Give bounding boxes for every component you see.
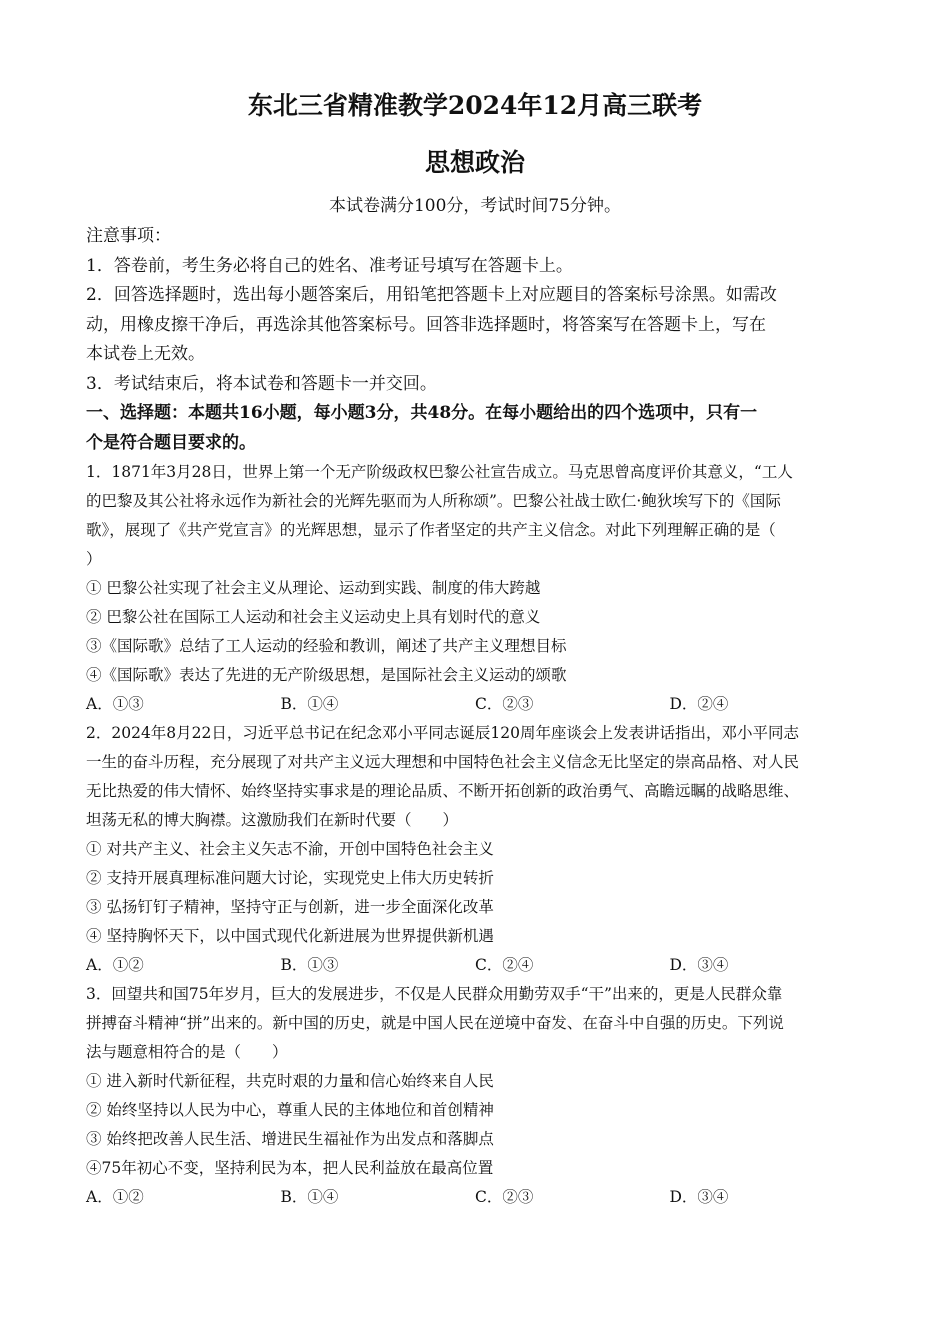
question-1 [86,458,864,719]
option-a: A．①② [86,956,144,974]
option-a: A．①③ [86,695,144,713]
option-d: D．③④ [669,956,729,974]
question-item: ④《国际歌》表达了先进的无产阶级思想，是国际社会主义运动的颂歌 [86,666,567,684]
notice-block [86,222,864,399]
notice-line: 动，用橡皮擦干净后，再选涂其他答案标号。回答非选择题时，将答案写在答题卡上，写在 [86,314,766,335]
subject-title: 思想政治 [424,148,525,177]
question-stem-line: 歌》，展现了《共产党宣言》的光辉思想，显示了作者坚定的共产主义信念。对此下列理解正确的是（ [86,521,776,539]
question-3 [86,980,864,1212]
option-b: B．①③ [280,956,339,974]
notice-line: 3．考试结束后，将本试卷和答题卡一并交回。 [86,373,437,394]
section-heading [86,399,864,458]
question-item: ② 巴黎公社在国际工人运动和社会主义运动史上具有划时代的意义 [86,608,541,626]
option-c: C．②③ [475,1188,534,1206]
exam-title: 东北三省精准教学2024年12月高三联考 [247,91,703,120]
question-item: ② 支持开展真理标准问题大讨论，实现党史上伟大历史转折 [86,869,494,887]
question-stem-line: 3．回望共和国75年岁月，巨大的发展进步，不仅是人民群众用勤劳双手“干”出来的，更是人民群众靠 [86,985,783,1003]
question-item: ③ 弘扬钉钉子精神，坚持守正与创新，进一步全面深化改革 [86,898,494,916]
question-item: ④75年初心不变，坚持利民为本，把人民利益放在最高位置 [86,1159,494,1177]
question-item: ③ 始终把改善人民生活、增进民生福祉作为出发点和落脚点 [86,1130,494,1148]
question-stem-line: 无比热爱的伟大情怀、始终坚持实事求是的理论品质、不断开拓创新的政治勇气、高瞻远瞩的战略思维、 [86,782,800,800]
question-item: ① 巴黎公社实现了社会主义从理论、运动到实践、制度的伟大跨越 [86,579,541,597]
question-2 [86,719,864,980]
exam-content [86,222,864,1212]
exam-info: 本试卷满分100分，考试时间75分钟。 [328,196,622,216]
question-item: ① 进入新时代新征程，共克时艰的力量和信心始终来自人民 [86,1072,494,1090]
option-a: A．①② [86,1188,144,1206]
question-item: ② 始终坚持以人民为中心，尊重人民的主体地位和首创精神 [86,1101,494,1119]
section-heading-line: 个是符合题目要求的。 [86,432,256,453]
option-c: C．②③ [475,695,534,713]
question-stem-line: 一生的奋斗历程，充分展现了对共产主义远大理想和中国特色社会主义信念无比坚定的崇高品格、对人民 [86,753,800,771]
question-stem-line: 1．1871年3月28日，世界上第一个无产阶级政权巴黎公社宣告成立。马克思曾高度评价其意义，“工人 [86,463,793,481]
question-item: ④ 坚持胸怀天下，以中国式现代化新进展为世界提供新机遇 [86,927,494,945]
notice-label: 注意事项： [86,226,171,246]
answer-options [86,1183,864,1212]
notice-line: 本试卷上无效。 [86,344,205,364]
question-stem-line: 法与题意相符合的是（ ） [86,1043,288,1061]
option-b: B．①④ [280,695,339,713]
option-d: D．③④ [669,1188,729,1206]
notice-line: 2．回答选择题时，选出每小题答案后，用铅笔把答题卡上对应题目的答案标号涂黑。如需改 [86,285,777,305]
answer-options [86,951,864,980]
option-d: D．②④ [669,695,729,713]
question-stem-line: 2．2024年8月22日，习近平总书记在纪念邓小平同志诞辰120周年座谈会上发表讲话指出，邓小平同志 [86,724,799,742]
question-stem-line: 的巴黎及其公社将永远作为新社会的光辉先驱而为人所称颂”。巴黎公社战士欧仁·鲍狄埃写下的《国际 [86,492,781,510]
answer-options [86,690,864,719]
question-item: ① 对共产主义、社会主义矢志不渝，开创中国特色社会主义 [86,840,494,858]
section-heading-line: 一、选择题：本题共16小题，每小题3分，共48分。在每小题给出的四个选项中，只有一 [86,403,758,423]
option-c: C．②④ [475,956,534,974]
question-item: ③《国际歌》总结了工人运动的经验和教训，阐述了共产主义理想目标 [86,637,567,655]
question-stem-line: ） [86,550,102,568]
question-stem-line: 拼搏奋斗精神“拼”出来的。新中国的历史，就是中国人民在逆境中奋发、在奋斗中自强的历史。下列说 [86,1014,784,1032]
option-b: B．①④ [280,1188,339,1206]
question-stem-line: 坦荡无私的博大胸襟。这激励我们在新时代要（ ） [86,811,459,829]
notice-line: 1．答卷前，考生务必将自己的姓名、准考证号填写在答题卡上。 [86,255,573,276]
